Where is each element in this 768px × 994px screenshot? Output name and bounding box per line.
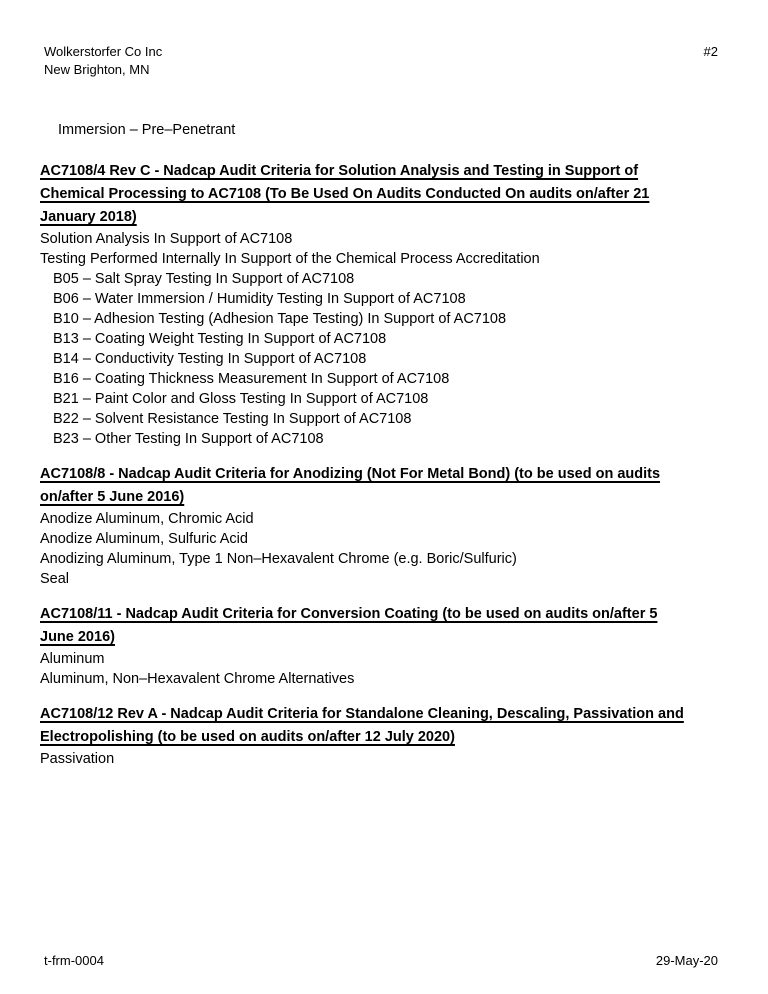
section-heading-line [40,486,718,509]
company-name: Wolkerstorfer Co Inc [44,44,163,59]
section-heading-line [40,463,718,486]
section-heading-text: AC7108/12 Rev A - Nadcap Audit Criteria for Standalone Cleaning, Descaling, Passivation and [40,706,684,722]
body-line: Seal [40,571,70,587]
section-ac7108-12 [40,703,718,769]
body-line: Anodize Aluminum, Sulfuric Acid [40,531,248,547]
section-heading-text: June 2016) [40,629,115,645]
section-heading-text: on/after 5 June 2016) [40,489,185,505]
list-item: B13 – Coating Weight Testing In Support of AC7108 [53,331,387,347]
process-subject-line: Immersion – Pre–Penetrant [58,122,236,138]
section-heading-line [40,626,718,649]
page-number: #2 [703,44,718,59]
section-heading-line [40,206,718,229]
body-line: Solution Analysis In Support of AC7108 [40,231,293,247]
list-item: B16 – Coating Thickness Measurement In Support of AC7108 [53,371,450,387]
section-heading-line [40,726,718,749]
section-heading-text: Electropolishing (to be used on audits on/after 12 July 2020) [40,729,455,745]
list-item: B06 – Water Immersion / Humidity Testing In Support of AC7108 [53,291,466,307]
list-item: B10 – Adhesion Testing (Adhesion Tape Testing) In Support of AC7108 [53,311,507,327]
list-item: B22 – Solvent Resistance Testing In Support of AC7108 [53,411,412,427]
body-line: Anodizing Aluminum, Type 1 Non–Hexavalent Chrome (e.g. Boric/Sulfuric) [40,551,517,567]
list-item: B23 – Other Testing In Support of AC7108 [53,431,324,447]
section-heading-text: Chemical Processing to AC7108 (To Be Used On Audits Conducted On audits on/after 21 [40,186,650,202]
page-footer [44,952,718,970]
section-ac7108-4 [40,160,718,449]
section-heading-line [40,703,718,726]
body-line: Testing Performed Internally In Support of the Chemical Process Accreditation [40,251,540,267]
section-heading-text: AC7108/4 Rev C - Nadcap Audit Criteria for Solution Analysis and Testing in Support of [40,163,639,179]
section-heading-line [40,160,718,183]
section-heading-line [40,603,718,626]
list-item: B05 – Salt Spray Testing In Support of AC7108 [53,271,355,287]
body-line: Aluminum [40,651,105,667]
section-heading-text: AC7108/11 - Nadcap Audit Criteria for Conversion Coating (to be used on audits on/after 5 [40,606,658,622]
company-block [44,43,162,79]
section-heading-text: AC7108/8 - Nadcap Audit Criteria for Anodizing (Not For Metal Bond) (to be used on audits [40,466,661,482]
body-line: Aluminum, Non–Hexavalent Chrome Alternatives [40,671,355,687]
footer-form-number: t-frm-0004 [44,953,104,968]
section-heading-line [40,183,718,206]
section-ac7108-11 [40,603,718,689]
body-line: Passivation [40,751,115,767]
section-ac7108-8 [40,463,718,589]
page-header [44,43,718,79]
body-line: Anodize Aluminum, Chromic Acid [40,511,254,527]
list-item: B14 – Conductivity Testing In Support of AC7108 [53,351,367,367]
company-location: New Brighton, MN [44,62,150,77]
section-heading-text: January 2018) [40,209,137,225]
footer-date: 29-May-20 [655,953,718,968]
list-item: B21 – Paint Color and Gloss Testing In Support of AC7108 [53,391,429,407]
